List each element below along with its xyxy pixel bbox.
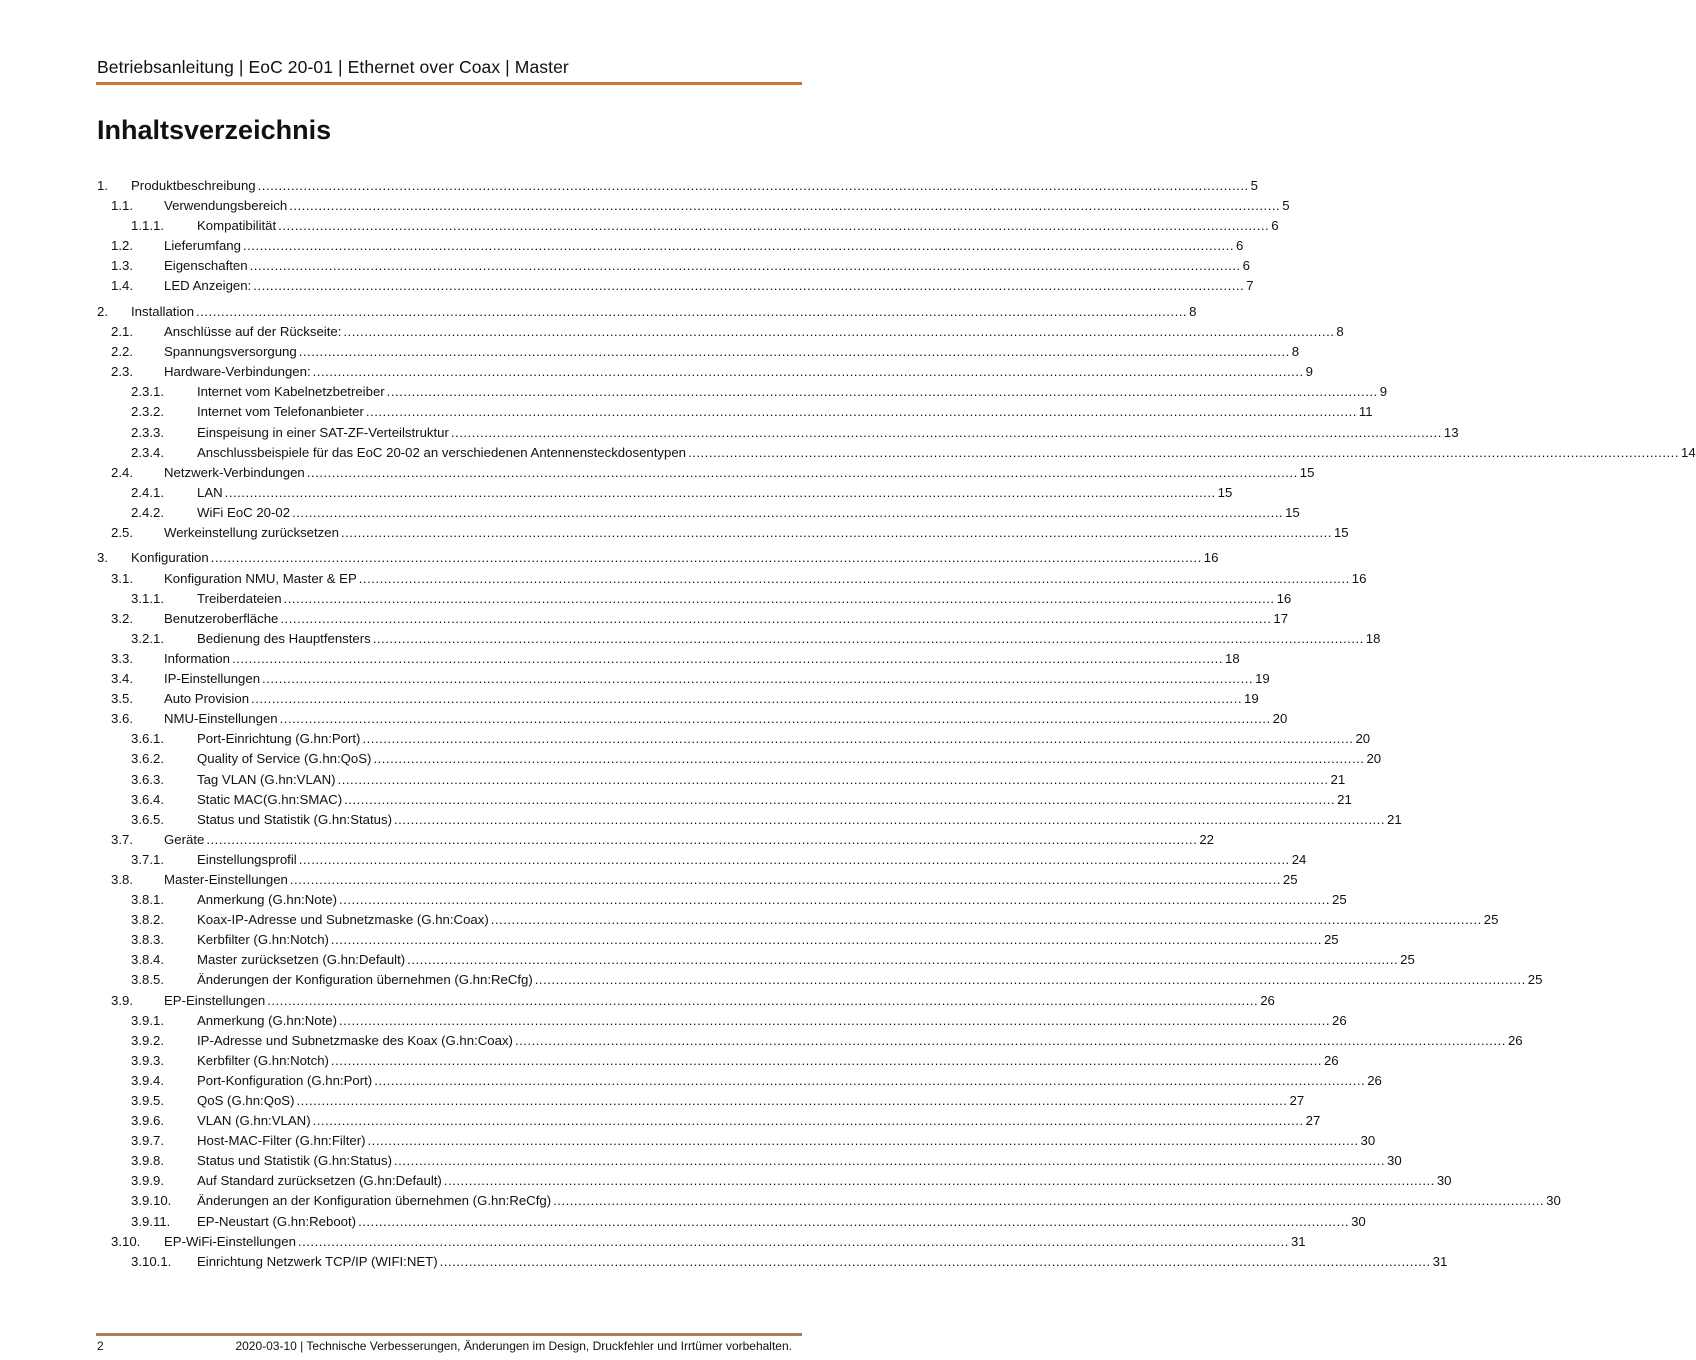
toc-entry-number: 3.9.1. <box>131 1012 164 1028</box>
toc-entry[interactable] <box>97 609 1289 629</box>
toc-dot-leader <box>289 196 1280 216</box>
toc-entry-page: 30 <box>1546 1193 1561 1209</box>
toc-entry-title: Anschlussbeispiele für das EoC 20-02 an verschiedenen Antennensteckdosentypen <box>197 444 686 460</box>
toc-entry-page: 21 <box>1387 811 1402 827</box>
toc-dot-leader <box>331 930 1322 950</box>
toc-entry-number: 2.4. <box>111 464 133 480</box>
toc-dot-leader <box>387 382 1378 402</box>
toc-entry[interactable] <box>97 236 1244 256</box>
footer-rule <box>96 1333 802 1336</box>
toc-entry-page: 13 <box>1443 424 1459 440</box>
toc-entry-page: 16 <box>1203 550 1219 566</box>
toc-entry[interactable] <box>97 749 1382 769</box>
toc-entry-page: 9 <box>1379 384 1388 400</box>
toc-entry-title: Status und Statistik (G.hn:Status) <box>197 811 392 827</box>
toc-entry-title: Master zurücksetzen (G.hn:Default) <box>197 952 406 968</box>
toc-entry[interactable] <box>97 1171 1452 1191</box>
toc-dot-leader <box>344 790 1335 810</box>
toc-entry-title: Quality of Service (G.hn:QoS) <box>197 751 372 767</box>
toc-dot-leader <box>339 1011 1330 1031</box>
toc-entry[interactable] <box>97 196 1290 216</box>
toc-entry[interactable] <box>97 850 1307 870</box>
toc-dot-leader <box>374 1071 1365 1091</box>
toc-entry[interactable] <box>97 256 1250 276</box>
toc-entry[interactable] <box>97 589 1292 609</box>
toc-entry-title: Bedienung des Hauptfensters <box>197 630 371 646</box>
toc-dot-leader <box>278 216 1269 236</box>
toc-entry-title: Werkeinstellung zurücksetzen <box>164 524 339 540</box>
toc-entry[interactable] <box>97 382 1388 402</box>
toc-entry-page: 14 <box>1681 444 1696 460</box>
toc-entry-page: 25 <box>1332 892 1347 908</box>
toc-entry-title: Benutzeroberfläche <box>164 610 279 626</box>
toc-entry-page: 8 <box>1189 303 1197 319</box>
toc-entry-page: 26 <box>1332 1012 1347 1028</box>
toc-dot-leader <box>343 322 1334 342</box>
toc-entry[interactable] <box>97 463 1315 483</box>
toc-dot-leader <box>368 1131 1359 1151</box>
toc-entry-page: 31 <box>1432 1253 1448 1269</box>
toc-entry-title: Einspeisung in einer SAT-ZF-Verteilstruktur <box>197 424 449 440</box>
toc-entry[interactable] <box>97 1252 1448 1272</box>
toc-dot-leader <box>359 569 1350 589</box>
toc-entry[interactable] <box>97 402 1373 422</box>
toc-entry-page: 7 <box>1246 278 1254 294</box>
toc-entry-page: 6 <box>1271 218 1279 234</box>
toc-dot-leader <box>243 236 1234 256</box>
toc-entry-title: Anschlüsse auf der Rückseite: <box>164 324 342 340</box>
toc-entry-title: Änderungen an der Konfiguration übernehmen (G.hn:ReCfg) <box>197 1193 552 1209</box>
toc-entry-page: 24 <box>1291 851 1307 867</box>
toc-entry-page: 27 <box>1289 1093 1305 1108</box>
toc-entry-title: Status und Statistik (G.hn:Status) <box>197 1153 392 1169</box>
toc-entry[interactable] <box>97 649 1240 669</box>
toc-entry-number: 3.10.1. <box>131 1253 172 1269</box>
toc-entry-title: Hardware-Verbindungen: <box>164 364 311 380</box>
toc-dot-leader <box>298 1232 1289 1252</box>
toc-entry-page: 22 <box>1199 831 1215 847</box>
toc-entry-number: 3.9.2. <box>131 1032 164 1048</box>
toc-entry-page: 8 <box>1291 344 1300 360</box>
toc-entry-title: Kompatibilität <box>197 218 277 234</box>
toc-entry-title: Internet vom Kabelnetzbetreiber <box>197 384 385 400</box>
toc-entry-title: Spannungsversorgung <box>164 344 297 360</box>
toc-entry[interactable] <box>97 1111 1321 1131</box>
document-header-title: Betriebsanleitung | EoC 20-01 | Ethernet over Coax | Master <box>97 57 569 77</box>
toc-entry[interactable] <box>97 830 1215 850</box>
header-rule <box>96 82 802 85</box>
toc-entry-page: 25 <box>1527 972 1543 988</box>
toc-entry-number: 2. <box>97 303 108 319</box>
table-of-contents <box>97 176 1696 1272</box>
toc-dot-leader <box>338 770 1329 790</box>
toc-entry-page: 21 <box>1337 791 1352 807</box>
toc-entry-number: 1.3. <box>111 258 133 274</box>
toc-dot-leader <box>440 1252 1431 1272</box>
toc-entry[interactable] <box>97 1212 1366 1232</box>
toc-dot-leader <box>280 709 1271 729</box>
toc-dot-leader <box>358 1212 1349 1232</box>
footer-note: 2020-03-10 | Technische Verbesserungen, Änderungen im Design, Druckfehler und Irrtümer vorbehalten. <box>235 1339 792 1353</box>
toc-entry-number: 3. <box>97 550 108 566</box>
toc-entry[interactable] <box>97 770 1346 790</box>
toc-entry-page: 25 <box>1483 912 1499 928</box>
toc-dot-leader <box>307 463 1298 483</box>
toc-entry-title: Static MAC(G.hn:SMAC) <box>197 791 343 807</box>
toc-dot-leader <box>262 669 1253 689</box>
toc-entry-title: Konfiguration NMU, Master & EP <box>164 570 357 586</box>
toc-entry-title: Auto Provision <box>164 691 250 707</box>
toc-entry-number: 3.4. <box>111 671 133 687</box>
toc-entry-number: 1.2. <box>111 238 133 254</box>
toc-entry-page: 16 <box>1351 570 1367 586</box>
toc-entry[interactable] <box>97 322 1344 342</box>
toc-entry-page: 6 <box>1242 258 1250 274</box>
toc-entry[interactable] <box>97 483 1233 503</box>
toc-entry-title: NMU-Einstellungen <box>164 711 278 727</box>
toc-dot-leader <box>451 423 1442 443</box>
toc-dot-leader <box>407 950 1398 970</box>
toc-dot-leader <box>250 256 1241 276</box>
toc-entry-page: 11 <box>1358 404 1373 420</box>
toc-entry-title: WiFi EoC 20-02 <box>197 504 291 520</box>
toc-entry[interactable] <box>97 991 1275 1011</box>
toc-entry-title: Konfiguration <box>131 550 209 566</box>
toc-entry[interactable] <box>97 548 1219 568</box>
toc-entry-number: 3.8.2. <box>131 912 164 928</box>
toc-dot-leader <box>299 850 1290 870</box>
toc-dot-leader <box>339 890 1330 910</box>
toc-dot-leader <box>491 910 1482 930</box>
toc-entry-page: 21 <box>1330 771 1346 787</box>
toc-dot-leader <box>299 342 1290 362</box>
toc-entry-number: 3.10. <box>111 1233 141 1249</box>
toc-entry-page: 25 <box>1323 932 1339 948</box>
toc-dot-leader <box>290 870 1281 890</box>
toc-dot-leader <box>515 1031 1506 1051</box>
toc-entry-title: Produktbeschreibung <box>131 178 256 193</box>
toc-entry-page: 26 <box>1367 1072 1382 1088</box>
toc-entry-title: Netzwerk-Verbindungen <box>164 464 305 480</box>
toc-entry-title: Internet vom Telefonanbieter <box>197 404 364 420</box>
toc-entry-number: 1. <box>97 178 108 193</box>
toc-dot-leader <box>313 1111 1304 1131</box>
toc-entry-page: 19 <box>1255 671 1270 687</box>
toc-dot-leader <box>267 991 1258 1011</box>
toc-entry-page: 25 <box>1400 952 1415 968</box>
toc-dot-leader <box>206 830 1197 850</box>
toc-entry-title: Information <box>164 650 230 666</box>
toc-entry-title: Auf Standard zurücksetzen (G.hn:Default) <box>197 1173 442 1189</box>
toc-dot-leader <box>366 402 1357 422</box>
toc-entry-page: 6 <box>1236 238 1244 254</box>
toc-entry[interactable] <box>97 1151 1402 1171</box>
toc-entry-title: Lieferumfang <box>164 238 241 254</box>
toc-entry-title: LAN <box>197 484 223 500</box>
toc-dot-leader <box>280 609 1271 629</box>
toc-entry-page: 19 <box>1244 691 1259 707</box>
toc-entry[interactable] <box>97 1191 1561 1211</box>
toc-dot-leader <box>535 970 1526 990</box>
toc-entry-title: Tag VLAN (G.hn:VLAN) <box>197 771 336 787</box>
toc-entry-number: 3.9.11. <box>131 1213 171 1229</box>
toc-entry[interactable] <box>97 1011 1347 1031</box>
toc-entry[interactable] <box>97 1131 1376 1151</box>
toc-entry-page: 18 <box>1225 650 1240 666</box>
toc-entry-number: 3.7.1. <box>131 851 164 867</box>
toc-entry-title: Anmerkung (G.hn:Note) <box>197 892 337 908</box>
toc-entry-page: 16 <box>1276 590 1292 606</box>
toc-entry[interactable] <box>97 523 1349 543</box>
toc-entry-number: 3.8.5. <box>131 972 164 988</box>
toc-entry-title: Port-Einrichtung (G.hn:Port) <box>197 731 361 747</box>
toc-entry-number: 3.8.3. <box>131 932 164 948</box>
toc-entry-number: 2.4.2. <box>131 504 164 520</box>
toc-entry-page: 20 <box>1355 731 1371 747</box>
toc-entry-title: LED Anzeigen: <box>164 278 252 294</box>
toc-entry-title: EP-Einstellungen <box>164 992 266 1008</box>
toc-entry[interactable] <box>97 276 1254 296</box>
toc-entry-number: 3.5. <box>111 691 133 707</box>
toc-entry-title: Eigenschaften <box>164 258 248 274</box>
toc-entry-title: Änderungen der Konfiguration übernehmen (G.hn:ReCfg) <box>197 972 533 988</box>
toc-dot-leader <box>251 689 1242 709</box>
toc-entry-title: Koax-IP-Adresse und Subnetzmaske (G.hn:Coax) <box>197 912 489 928</box>
toc-entry-number: 3.6.1. <box>131 731 164 747</box>
toc-entry-number: 2.3. <box>111 364 133 380</box>
toc-entry-number: 2.3.4. <box>131 444 164 460</box>
toc-entry[interactable] <box>97 629 1381 649</box>
toc-entry-number: 2.4.1. <box>131 484 164 500</box>
toc-entry[interactable] <box>97 810 1402 830</box>
toc-entry-page: 26 <box>1323 1052 1339 1068</box>
toc-dot-leader <box>211 548 1202 568</box>
toc-entry-number: 2.3.1. <box>131 384 164 400</box>
toc-entry[interactable] <box>97 569 1367 589</box>
toc-entry[interactable] <box>97 302 1197 322</box>
toc-entry-number: 3.9.8. <box>131 1153 164 1169</box>
toc-entry[interactable] <box>97 930 1339 950</box>
toc-entry-title: EP-WiFi-Einstellungen <box>164 1233 296 1249</box>
toc-entry[interactable] <box>97 423 1459 443</box>
toc-dot-leader <box>284 589 1275 609</box>
toc-entry-number: 3.2. <box>111 610 133 626</box>
toc-entry-number: 3.1.1. <box>131 590 164 606</box>
toc-dot-leader <box>313 362 1304 382</box>
toc-entry[interactable] <box>97 1091 1305 1111</box>
toc-entry[interactable] <box>97 1051 1339 1071</box>
toc-entry[interactable] <box>97 342 1300 362</box>
toc-entry-title: Master-Einstellungen <box>164 871 288 887</box>
toc-entry-title: Kerbfilter (G.hn:Notch) <box>197 932 329 948</box>
toc-entry-number: 1.1. <box>111 198 133 214</box>
toc-entry-page: 9 <box>1305 364 1313 380</box>
toc-entry-number: 2.5. <box>111 524 133 540</box>
page-heading: Inhaltsverzeichnis <box>97 115 332 145</box>
toc-entry[interactable] <box>97 890 1347 910</box>
toc-entry[interactable] <box>97 970 1543 990</box>
toc-entry[interactable] <box>97 689 1259 709</box>
toc-entry-title: QoS (G.hn:QoS) <box>197 1093 295 1108</box>
toc-entry-number: 2.1. <box>111 324 133 340</box>
toc-entry-page: 15 <box>1217 484 1233 500</box>
toc-entry-title: IP-Einstellungen <box>164 671 261 687</box>
toc-dot-leader <box>258 176 1249 196</box>
toc-entry-page: 27 <box>1305 1113 1321 1129</box>
toc-entry-number: 3.9.7. <box>131 1133 164 1149</box>
toc-entry-number: 3.9.9. <box>131 1173 164 1189</box>
toc-entry-page: 15 <box>1333 524 1349 540</box>
toc-dot-leader <box>394 1151 1385 1171</box>
toc-entry-page: 8 <box>1336 324 1344 340</box>
toc-dot-leader <box>373 629 1364 649</box>
toc-entry-number: 3.6.4. <box>131 791 164 807</box>
toc-entry-number: 3.9.3. <box>131 1052 164 1068</box>
toc-entry-title: Kerbfilter (G.hn:Notch) <box>197 1052 329 1068</box>
toc-entry-title: Port-Konfiguration (G.hn:Port) <box>197 1072 373 1088</box>
toc-entry-number: 3.2.1. <box>131 630 164 646</box>
toc-dot-leader <box>688 443 1679 463</box>
toc-entry-title: Einstellungsprofil <box>197 851 297 867</box>
toc-entry[interactable] <box>97 216 1279 236</box>
toc-entry-page: 30 <box>1360 1133 1376 1149</box>
toc-entry[interactable] <box>97 910 1499 930</box>
toc-entry[interactable] <box>97 669 1270 689</box>
toc-entry[interactable] <box>97 362 1313 382</box>
toc-entry-number: 1.1.1. <box>131 218 164 234</box>
toc-entry[interactable] <box>97 176 1258 196</box>
toc-dot-leader <box>341 523 1332 543</box>
toc-entry-title: IP-Adresse und Subnetzmaske des Koax (G.hn:Coax) <box>197 1032 513 1048</box>
toc-dot-leader <box>253 276 1244 296</box>
toc-entry[interactable] <box>97 709 1288 729</box>
toc-dot-leader <box>553 1191 1544 1211</box>
toc-dot-leader <box>331 1051 1322 1071</box>
toc-entry-page: 26 <box>1507 1032 1523 1048</box>
toc-entry-page: 15 <box>1299 464 1315 480</box>
toc-entry-number: 3.8.4. <box>131 952 164 968</box>
toc-dot-leader <box>292 503 1283 523</box>
toc-entry-page: 5 <box>1250 178 1258 193</box>
toc-entry-number: 3.6.2. <box>131 751 164 767</box>
toc-entry-page: 25 <box>1282 871 1298 887</box>
toc-entry-number: 2.3.3. <box>131 424 164 440</box>
toc-entry-number: 1.4. <box>111 278 133 294</box>
toc-entry[interactable] <box>97 790 1352 810</box>
toc-entry-number: 2.3.2. <box>131 404 164 420</box>
toc-entry[interactable] <box>97 443 1696 463</box>
toc-entry[interactable] <box>97 729 1371 749</box>
toc-entry-page: 30 <box>1351 1213 1366 1229</box>
toc-entry-page: 18 <box>1365 630 1381 646</box>
toc-dot-leader <box>373 749 1364 769</box>
toc-entry-number: 2.2. <box>111 344 133 360</box>
toc-dot-leader <box>296 1091 1287 1111</box>
toc-entry-number: 3.9.10. <box>131 1193 172 1209</box>
toc-entry-title: Treiberdateien <box>197 590 282 606</box>
toc-entry-number: 3.7. <box>111 831 133 847</box>
toc-entry-page: 31 <box>1290 1233 1306 1249</box>
toc-entry-number: 3.6. <box>111 711 133 727</box>
toc-entry-page: 20 <box>1272 711 1288 727</box>
toc-entry-page: 30 <box>1436 1173 1452 1189</box>
toc-entry-title: Anmerkung (G.hn:Note) <box>197 1012 337 1028</box>
toc-entry-title: Host-MAC-Filter (G.hn:Filter) <box>197 1133 366 1149</box>
toc-entry[interactable] <box>97 1232 1306 1252</box>
toc-entry-title: VLAN (G.hn:VLAN) <box>197 1113 311 1129</box>
toc-dot-leader <box>444 1171 1435 1191</box>
toc-entry-number: 3.9. <box>111 992 133 1008</box>
toc-dot-leader <box>196 302 1187 322</box>
toc-entry-title: Installation <box>131 303 195 319</box>
toc-entry[interactable] <box>97 503 1300 523</box>
toc-entry-number: 3.9.4. <box>131 1072 164 1088</box>
toc-entry-title: Einrichtung Netzwerk TCP/IP (WIFI:NET) <box>197 1253 438 1269</box>
toc-dot-leader <box>362 729 1353 749</box>
toc-entry[interactable] <box>97 950 1415 970</box>
toc-entry-number: 3.9.5. <box>131 1093 164 1108</box>
toc-entry[interactable] <box>97 1071 1382 1091</box>
footer-page-number: 2 <box>97 1339 104 1353</box>
toc-entry-number: 3.1. <box>111 570 133 586</box>
toc-entry-number: 3.6.5. <box>131 811 164 827</box>
toc-entry-page: 15 <box>1285 504 1300 520</box>
toc-entry-page: 17 <box>1273 610 1289 626</box>
toc-dot-leader <box>394 810 1385 830</box>
toc-entry-page: 30 <box>1387 1153 1402 1169</box>
toc-dot-leader <box>225 483 1216 503</box>
toc-entry-page: 5 <box>1282 198 1290 214</box>
toc-entry-title: EP-Neustart (G.hn:Reboot) <box>197 1213 357 1229</box>
toc-entry-title: Geräte <box>164 831 205 847</box>
toc-entry-page: 26 <box>1260 992 1275 1008</box>
toc-entry-number: 3.3. <box>111 650 133 666</box>
toc-entry-number: 3.9.6. <box>131 1113 164 1129</box>
toc-entry-title: Verwendungsbereich <box>164 198 288 214</box>
toc-dot-leader <box>232 649 1223 669</box>
toc-entry-number: 3.6.3. <box>131 771 164 787</box>
toc-entry-page: 20 <box>1366 751 1382 767</box>
toc-entry[interactable] <box>97 870 1298 890</box>
toc-entry-number: 3.8. <box>111 871 133 887</box>
toc-entry[interactable] <box>97 1031 1523 1051</box>
toc-entry-number: 3.8.1. <box>131 892 164 908</box>
